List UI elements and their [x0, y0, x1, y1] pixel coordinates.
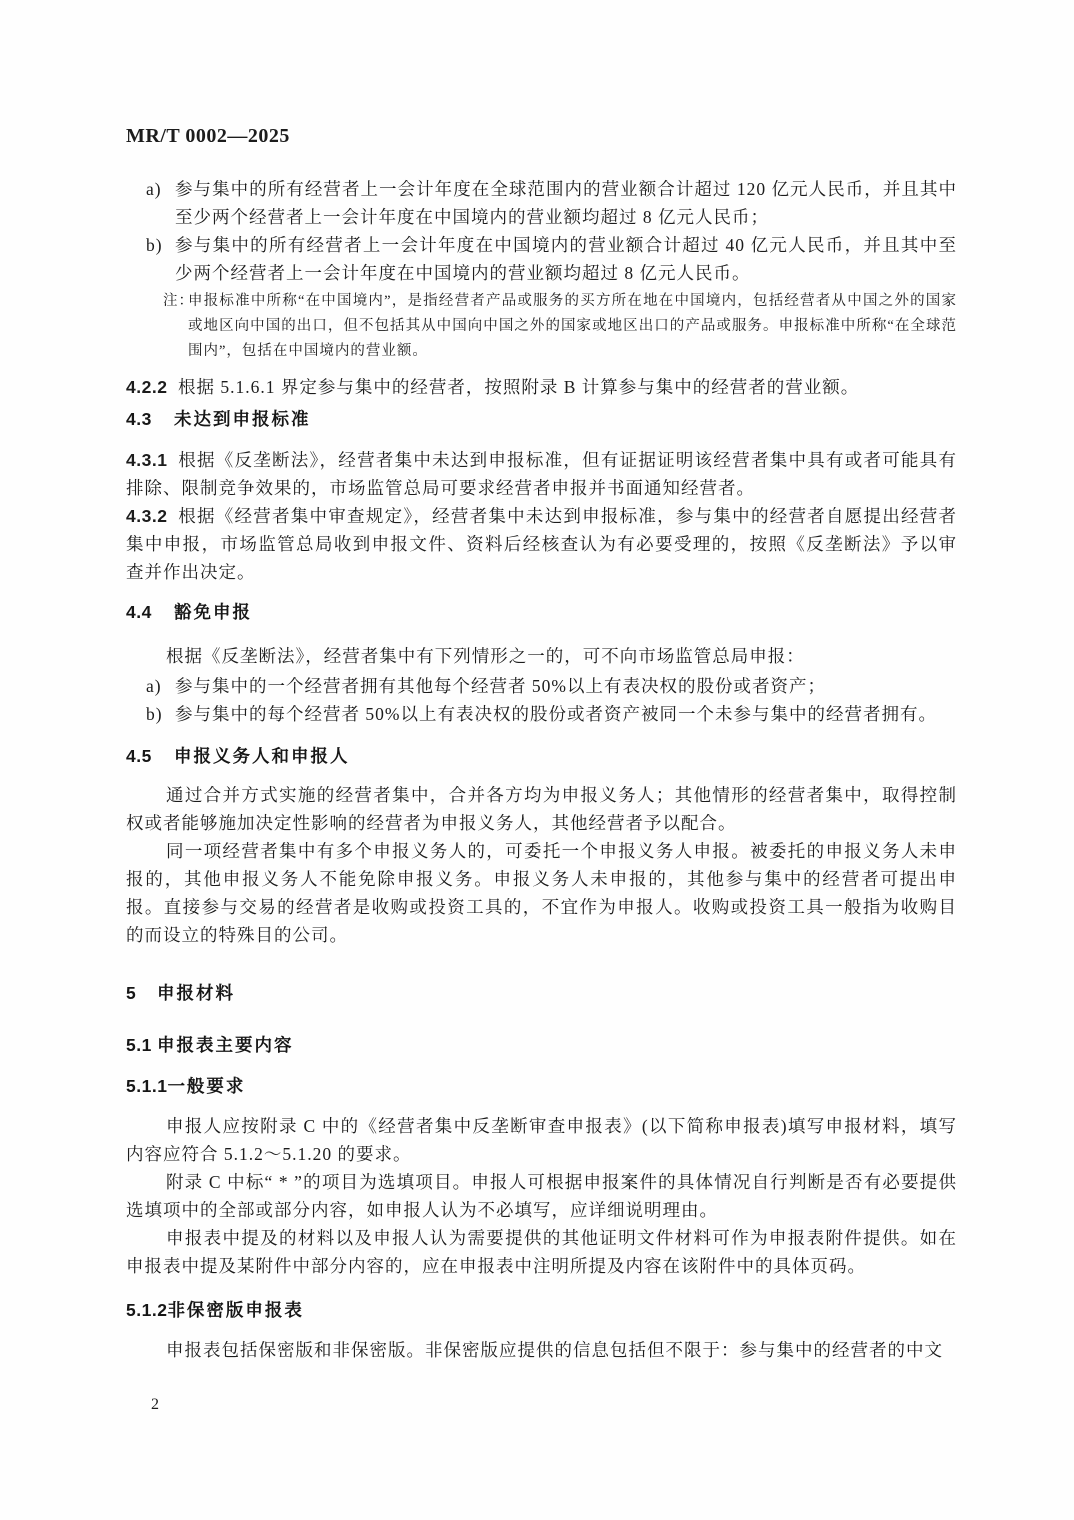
clause-4-2-2	[126, 373, 957, 401]
paragraph-4-4-intro: 根据《反垄断法》，经营者集中有下列情形之一的，可不向市场监管总局申报：	[166, 646, 805, 666]
section-heading-4-4	[126, 601, 957, 623]
threshold-item-a	[126, 175, 957, 231]
section-heading-4-3	[126, 408, 957, 430]
list-label: b)	[146, 235, 163, 255]
clause-number: 4.2.2	[126, 377, 168, 397]
page-number: 2	[151, 1396, 159, 1413]
clause-4-3-2	[126, 502, 957, 586]
section-number: 4.3	[126, 409, 152, 429]
page-content	[126, 124, 957, 1364]
section-heading-5-1-2	[126, 1299, 957, 1321]
paragraph: 附录 C 中标“ * ”的项目为选填项目。申报人可根据申报案件的具体情况自行判断是否有必要提供选填项中的全部或部分内容，如申报人认为不必填写，应详细说明理由。	[126, 1172, 957, 1220]
clause-number: 4.3.2	[126, 506, 168, 526]
section-number: 5	[126, 983, 137, 1003]
paragraph: 通过合并方式实施的经营者集中，合并各方均为申报义务人；其他情形的经营者集中，取得控制权或者能够施加决定性影响的经营者为申报义务人，其他经营者予以配合。	[126, 785, 957, 833]
section-number: 4.4	[126, 602, 152, 622]
section-title: 申报材料	[157, 983, 235, 1003]
section-number: 5.1	[126, 1035, 152, 1055]
list-text: 参与集中的每个经营者 50%以上有表决权的股份或者资产被同一个未参与集中的经营者拥有。	[175, 704, 937, 724]
exemption-item-a	[126, 672, 957, 700]
section-title: 未达到申报标准	[174, 409, 311, 429]
doc-code: MR/T 0002—2025	[126, 125, 290, 147]
clause-number: 4.3.1	[126, 450, 168, 470]
threshold-item-b	[126, 231, 957, 287]
clause-text: 根据《反垄断法》，经营者集中未达到申报标准，但有证据证明该经营者集中具有或者可能具有排除、限制竞争效果的，市场监管总局可要求经营者申报并书面通知经营者。	[126, 450, 957, 498]
note-block	[126, 289, 957, 364]
section-title: 申报义务人和申报人	[174, 746, 350, 766]
list-text: 参与集中的所有经营者上一会计年度在中国境内的营业额合计超过 40 亿元人民币，并且其中至少两个经营者上一会计年度在中国境内的营业额均超过 8 亿元人民币。	[175, 235, 957, 283]
paragraph: 申报表包括保密版和非保密版。非保密版应提供的信息包括但不限于：参与集中的经营者的中文	[166, 1340, 943, 1360]
exemption-item-b	[126, 700, 957, 728]
section-heading-4-5	[126, 745, 957, 767]
list-label: a)	[146, 179, 162, 199]
paragraph: 同一项经营者集中有多个申报义务人的，可委托一个申报义务人申报。被委托的申报义务人未申报的，其他申报义务人不能免除申报义务。申报义务人未申报的，其他参与集中的经营者可提出申报。直接参与交易的经营者是收购或投资工具的，不宜作为申报人。收购或投资工具一般指为收购目的而设立的特殊目的公司。	[126, 841, 957, 945]
section-number: 5.1.2	[126, 1300, 168, 1320]
section-heading-5	[126, 982, 957, 1004]
section-number: 4.5	[126, 746, 152, 766]
section-title: 非保密版申报表	[167, 1300, 304, 1320]
note-text: 申报标准中所称“在中国境内”，是指经营者产品或服务的买方所在地在中国境内，包括经营者从中国之外的国家或地区向中国的出口，但不包括其从中国向中国之外的国家或地区出口的产品或服务。申报标准中所称“在全球范围内”，包括在中国境内的营业额。	[188, 293, 957, 359]
section-title: 豁免申报	[174, 602, 252, 622]
list-label: a)	[146, 676, 162, 696]
section-heading-5-1	[126, 1034, 957, 1056]
section-heading-5-1-1	[126, 1075, 957, 1097]
clause-text: 根据《经营者集中审查规定》，经营者集中未达到申报标准，参与集中的经营者自愿提出经营者集中申报，市场监管总局收到申报文件、资料后经核查认为有必要受理的，按照《反垄断法》予以审查并作出决定。	[126, 506, 957, 582]
list-text: 参与集中的所有经营者上一会计年度在全球范围内的营业额合计超过 120 亿元人民币，并且其中至少两个经营者上一会计年度在中国境内的营业额均超过 8 亿元人民币；	[175, 179, 957, 227]
list-text: 参与集中的一个经营者拥有其他每个经营者 50%以上有表决权的股份或者资产；	[175, 676, 826, 696]
section-number: 5.1.1	[126, 1076, 168, 1096]
section-title: 一般要求	[167, 1076, 246, 1096]
section-title: 申报表主要内容	[157, 1035, 294, 1055]
paragraph: 申报人应按附录 C 中的《经营者集中反垄断审查申报表》(以下简称申报表)填写申报材料，填写内容应符合 5.1.2～5.1.20 的要求。	[126, 1116, 957, 1164]
clause-text: 根据 5.1.6.1 界定参与集中的经营者，按照附录 B 计算参与集中的经营者的营业额。	[178, 377, 860, 397]
paragraph: 申报表中提及的材料以及申报人认为需要提供的其他证明文件材料可作为申报表附件提供。如在申报表中提及某附件中部分内容的，应在申报表中注明所提及内容在该附件中的具体页码。	[126, 1228, 957, 1276]
list-label: b)	[146, 704, 163, 724]
note-label: 注：	[163, 293, 194, 309]
clause-4-3-1	[126, 446, 957, 502]
